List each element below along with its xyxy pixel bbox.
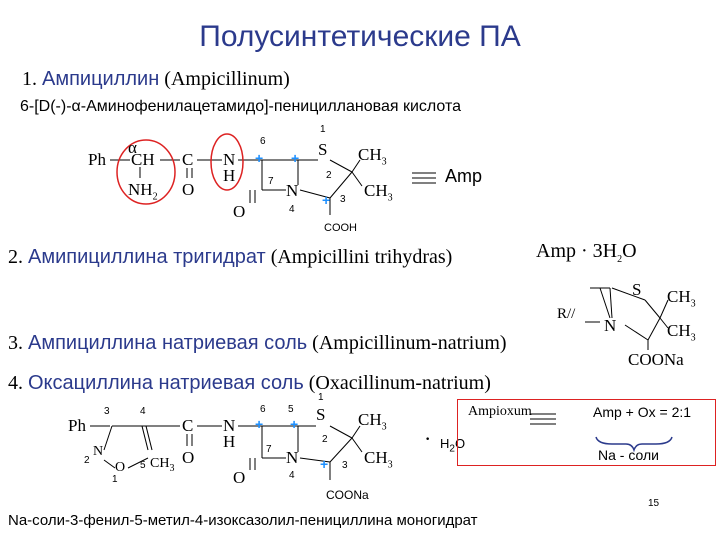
atom-number: 3 — [104, 406, 110, 417]
o-label: O — [182, 448, 195, 467]
n-label: N — [604, 316, 617, 335]
ph-label: Ph — [68, 416, 86, 435]
atom-number: 3 — [342, 460, 348, 471]
n-label: N — [93, 444, 104, 459]
item-number: 3. — [8, 332, 23, 354]
ampiox-salt: Na - соли — [598, 447, 659, 463]
plus-mark: + — [291, 150, 300, 166]
plus-mark: + — [322, 192, 331, 208]
n-label: N — [223, 150, 236, 169]
plus-mark: + — [255, 150, 264, 166]
plus-mark: + — [290, 416, 299, 432]
h-label: H — [223, 432, 236, 451]
ch3-label: $CH_3$ — [364, 181, 393, 204]
atom-number: 2 — [326, 170, 332, 181]
s-label: S — [316, 405, 326, 424]
atom-number: 6 — [260, 404, 266, 415]
o-label: O — [233, 202, 246, 221]
o-label: O — [233, 468, 246, 487]
item-number: 1. — [22, 68, 37, 90]
atom-number: 1 — [318, 392, 324, 403]
item-number: 2. — [8, 246, 23, 268]
page-number: 15 — [648, 498, 660, 509]
s-label: S — [318, 140, 328, 159]
item-1-subtitle: 6-[D(-)-α-Аминофенилацетамидо]-пенициллановая кислота — [20, 98, 461, 115]
item-latin: (Ampicillinum) — [164, 68, 290, 90]
item-latin: (Oxacillinum-natrium) — [308, 372, 491, 394]
ch-label: CH — [131, 150, 155, 169]
atom-number: 7 — [266, 444, 272, 455]
page-title: Полусинтетические ПА — [199, 20, 521, 53]
atom-number: 5 — [288, 404, 294, 415]
s-label: S — [632, 280, 642, 299]
plus-mark: + — [320, 456, 329, 472]
atom-number: 5 — [140, 460, 146, 471]
item-2-heading — [8, 246, 452, 269]
ampiox-ratio: Amp + Ox = 2:1 — [593, 404, 692, 420]
ch3-label: $CH_3$ — [358, 410, 387, 433]
item-name: Амипициллина тригидрат — [28, 246, 266, 268]
water-label: $H_2O$ — [440, 436, 466, 455]
r-label: R// — [557, 306, 576, 322]
footer-caption: Na-соли-3-фенил-5-метил-4-изоксазолил-пенициллина моногидрат — [8, 512, 478, 529]
water-dot: · — [424, 426, 432, 451]
atom-number: 4 — [289, 470, 295, 481]
item-name: Ампициллина натриевая соль — [28, 332, 308, 354]
alpha-label: α — [128, 138, 137, 157]
item-name: Ампициллин — [42, 68, 160, 90]
atom-number: 3 — [340, 194, 346, 205]
o-label: O — [182, 180, 195, 199]
item-number: 4. — [8, 372, 23, 394]
ch3-label: $CH_3$ — [364, 448, 393, 471]
atom-number: 2 — [322, 434, 328, 445]
nh2-label: $NH_2$ — [128, 180, 158, 203]
ph-label: Ph — [88, 150, 106, 169]
coona-label: COONa — [326, 488, 369, 502]
ampiox-label: Ampioxum — [468, 404, 532, 419]
amp-label: Amp — [445, 166, 483, 186]
item-4-heading — [8, 372, 491, 395]
h-label: H — [223, 166, 236, 185]
n-label: N — [223, 416, 236, 435]
item-latin: (Ampicillinum-natrium) — [312, 332, 507, 354]
atom-number: 6 — [260, 136, 266, 147]
ch3-label: $CH_3$ — [150, 456, 175, 474]
c-label: C — [182, 416, 194, 435]
atom-number: 1 — [320, 124, 326, 135]
o-label: O — [115, 460, 126, 475]
atom-number: 4 — [140, 406, 146, 417]
ch3-label: $CH_3$ — [667, 321, 696, 344]
plus-mark: + — [255, 416, 264, 432]
atom-number: 4 — [289, 204, 295, 215]
atom-number: 1 — [112, 474, 118, 485]
item-latin: (Ampicillini trihydras) — [270, 246, 453, 268]
atom-number: 2 — [84, 455, 90, 466]
item-3-heading — [8, 332, 507, 355]
n-label: N — [286, 181, 299, 200]
n-label: N — [286, 448, 299, 467]
c-label: C — [182, 150, 194, 169]
atom-number: 7 — [268, 176, 274, 187]
ch3-label: $CH_3$ — [667, 287, 696, 310]
coona-label: COONa — [628, 350, 684, 369]
item-name: Оксациллина натриевая соль — [28, 372, 304, 394]
trihydrate-formula: Amp · $3H_2O$ — [536, 240, 637, 265]
ch3-label: $CH_3$ — [358, 145, 387, 168]
cooh-label: COOH — [324, 222, 357, 234]
